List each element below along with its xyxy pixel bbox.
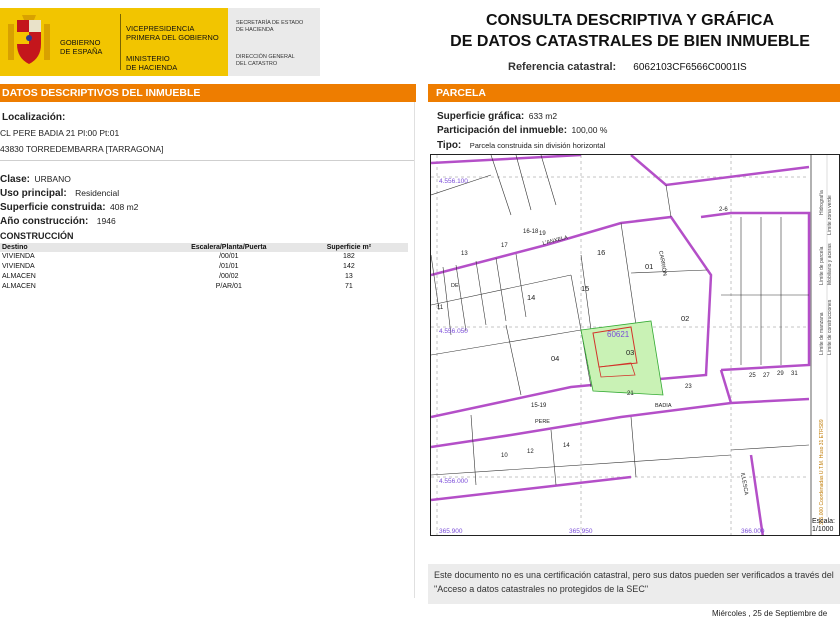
svg-text:16: 16 — [597, 248, 606, 257]
parcela-section-header: PARCELA — [428, 84, 840, 102]
cadastral-reference — [508, 61, 747, 73]
svg-text:BADIA: BADIA — [655, 403, 672, 409]
table-row: ALMACEN P/AR/01 71 — [2, 283, 353, 290]
divider — [0, 160, 414, 161]
svg-text:13: 13 — [461, 251, 468, 257]
svg-text:Límite zona verde: Límite zona verde — [827, 195, 833, 235]
svg-text:17: 17 — [501, 243, 508, 249]
parcel-code: 60621 — [607, 330, 630, 339]
svg-text:16-18: 16-18 — [523, 229, 539, 235]
document-date: Miércoles , 25 de Septiembre de — [712, 609, 828, 618]
direccion-label: DIRECCIÓN GENERAL DEL CATASTRO — [236, 54, 295, 67]
svg-text:Límite de parcela: Límite de parcela — [819, 246, 825, 285]
address-line2: 43830 TORREDEMBARRA [TARRAGONA] — [0, 144, 164, 154]
ref-value: 6062103CF6566C0001IS — [633, 62, 747, 73]
svg-text:14: 14 — [527, 293, 536, 302]
gobierno-label: GOBIERNO DE ESPAÑA — [60, 38, 103, 56]
svg-text:Mobiliario y aceras: Mobiliario y aceras — [827, 243, 833, 285]
page-title: CONSULTA DESCRIPTIVA Y GRÁFICA DE DATOS CATASTRALES DE BIEN INMUEBLE — [450, 12, 810, 50]
svg-text:19: 19 — [539, 231, 546, 237]
svg-text:23: 23 — [685, 384, 692, 390]
construction-table — [0, 243, 408, 292]
uso-row: Uso principal: Residencial — [0, 188, 120, 199]
divider — [120, 14, 121, 70]
participacion-row: Participación del inmueble: 100,00 % — [437, 125, 608, 136]
svg-text:L'ANXELA: L'ANXELA — [542, 234, 569, 247]
svg-text:03: 03 — [626, 348, 635, 357]
cadastral-map-drawing — [431, 155, 840, 536]
svg-text:21: 21 — [627, 391, 634, 397]
svg-text:27: 27 — [763, 373, 770, 379]
agency-band — [228, 8, 320, 76]
col-escalera: Escalera/Planta/Puerta — [168, 243, 290, 252]
svg-text:12: 12 — [527, 449, 534, 455]
localizacion-label: Localización: — [2, 112, 66, 123]
grid-label: 4.556.000 — [439, 478, 468, 485]
superficie-grafica-row: Superficie gráfica: 633 m2 — [437, 111, 558, 122]
descriptive-section-header: DATOS DESCRIPTIVOS DEL INMUEBLE — [0, 84, 416, 102]
ref-label: Referencia catastral: — [508, 61, 617, 73]
svg-text:02: 02 — [681, 314, 690, 323]
svg-text:PERE: PERE — [535, 419, 550, 425]
col-superficie: Superficie m² — [290, 243, 408, 252]
svg-text:25: 25 — [749, 373, 756, 379]
svg-text:14: 14 — [563, 443, 570, 449]
svg-text:Límite de manzana: Límite de manzana — [819, 312, 825, 355]
table-row: ALMACEN /00/02 13 — [2, 273, 353, 280]
construccion-title: CONSTRUCCIÓN — [0, 231, 74, 241]
svg-text:Hidrografía: Hidrografía — [819, 190, 825, 215]
grid-label: 4.556.100 — [439, 178, 468, 185]
map-scale: Escala: 1/1000 — [812, 518, 835, 533]
svg-text:04: 04 — [551, 354, 560, 363]
coat-of-arms-icon — [4, 14, 54, 70]
grid-label: 365.900 — [439, 528, 463, 535]
ministerio-label: MINISTERIO DE HACIENDA — [126, 54, 178, 72]
disclaimer-note: Este documento no es una certificación catastral, pero sus datos pueden ser verificados a través del "Acceso a datos catastrales no protegidos de la SEC" — [428, 564, 840, 604]
svg-text:DE: DE — [451, 283, 459, 289]
secretaria-label: SECRETARÍA DE ESTADO DE HACIENDA — [236, 20, 304, 33]
anio-row: Año construcción: 1946 — [0, 216, 116, 227]
tipo-row: Tipo: Parcela construida sin división horizontal — [437, 140, 606, 151]
grid-label: 365.950 — [569, 528, 593, 535]
svg-text:Límite de construcciones: Límite de construcciones — [827, 299, 833, 355]
svg-text:15: 15 — [581, 284, 590, 293]
table-row: VIVIENDA /01/01 142 — [2, 263, 355, 270]
svg-text:2-6: 2-6 — [719, 207, 728, 213]
address-line1: CL PERE BADIA 21 Pl:00 Pt:01 — [0, 128, 120, 138]
clase-row: Clase: URBANO — [0, 174, 71, 185]
vicepresidencia-label: VICEPRESIDENCIA PRIMERA DEL GOBIERNO — [126, 24, 219, 42]
svg-text:29: 29 — [777, 371, 784, 377]
grid-label: 366.000 — [741, 528, 765, 535]
superficie-row: Superficie construida: 408 m2 — [0, 202, 139, 213]
svg-text:31: 31 — [791, 371, 798, 377]
table-row: VIVIENDA /00/01 182 — [2, 253, 355, 260]
svg-text:11: 11 — [437, 305, 444, 311]
cadastral-map[interactable] — [430, 154, 840, 536]
svg-text:10: 10 — [501, 453, 508, 459]
svg-text:365.000 Coordenadas U.T.M. Hus: 365.000 Coordenadas U.T.M. Huso 31 ETRS89 — [819, 419, 825, 525]
svg-text:01: 01 — [645, 262, 654, 271]
svg-text:15-19: 15-19 — [531, 403, 547, 409]
svg-text:CARRIÓN: CARRIÓN — [657, 250, 668, 277]
column-divider — [414, 102, 415, 598]
grid-label: 4.556.050 — [439, 328, 468, 335]
svg-text:ILLESCA: ILLESCA — [739, 472, 749, 496]
col-destino: Destino — [0, 243, 168, 252]
